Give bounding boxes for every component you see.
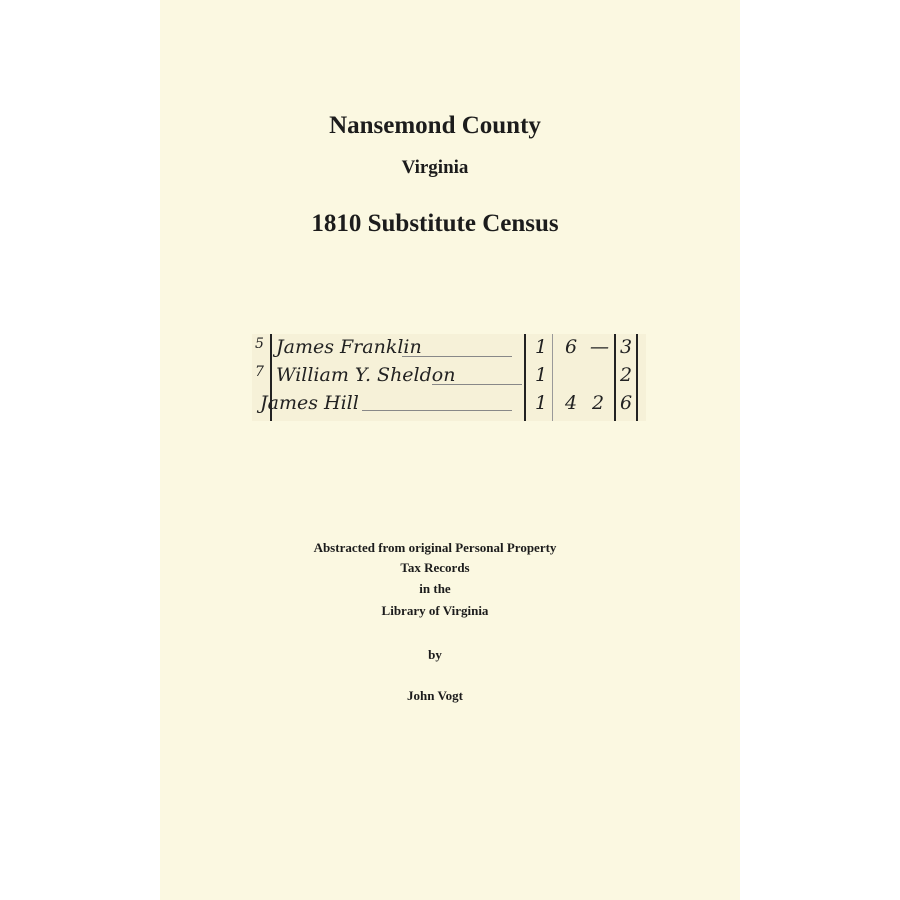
description-line: in the [419,581,451,596]
book-title: Nansemond County [329,112,541,139]
by-label: by [428,647,442,662]
book-state: Virginia [401,157,469,178]
book-subtitle: 1810 Substitute Census [311,210,559,237]
description-line: Library of Virginia [381,603,489,618]
manuscript-image [252,334,646,421]
book-cover [160,0,740,900]
manuscript-row: 7 William Y. Sheldon 1 2 [255,364,633,386]
author-name: John Vogt [407,688,463,703]
manuscript-row: 5 James Franklin 1 6 — 3 [255,336,633,358]
description-line: Abstracted from original Personal Property [313,540,557,555]
manuscript-row: James Hill 1 4 2 6 [260,392,633,414]
description-line: Tax Records [400,560,470,575]
